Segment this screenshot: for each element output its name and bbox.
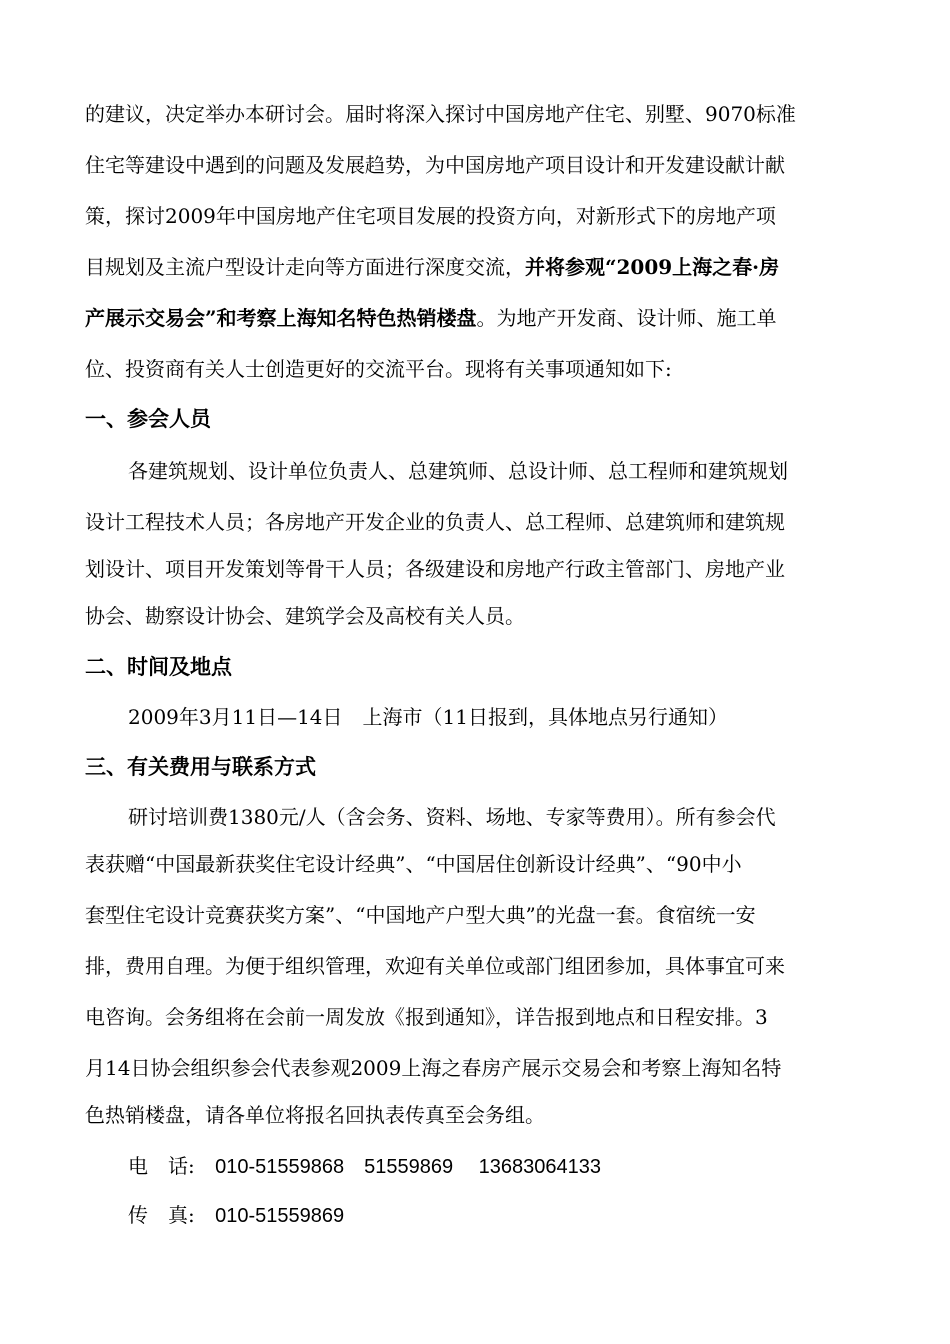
intro-line-4-bold: 并将参观“2009上海之春·房 [525, 255, 780, 279]
section-3-line-1: 研讨培训费1380元/人（含会务、资料、场地、专家等费用）。所有参会代 [128, 805, 776, 829]
intro-line-6: 位、投资商有关人士创造更好的交流平台。现将有关事项通知如下: [85, 357, 672, 381]
phone-value: 010-51559868 51559869 13683064133 [215, 1156, 602, 1178]
intro-line-5-bold: 产展示交易会”和考察上海知名特色热销楼盘 [85, 306, 477, 330]
section-3-line-4: 排，费用自理。为便于组织管理，欢迎有关单位或部门组团参加，具体事宜可来 [85, 954, 785, 978]
intro-line-5-text: 。为地产开发商、设计师、施工单 [476, 306, 777, 330]
section-1-heading: 一、参会人员 [85, 407, 211, 431]
section-3-line-7: 色热销楼盘，请各单位将报名回执表传真至会务组。 [85, 1103, 545, 1127]
section-3-heading: 三、有关费用与联系方式 [85, 755, 316, 779]
section-1-line-4: 协会、勘察设计协会、建筑学会及高校有关人员。 [85, 604, 525, 628]
intro-line-3: 策，探讨2009年中国房地产住宅项目发展的投资方向，对新形式下的房地产项 [85, 204, 776, 228]
fax-value: 010-51559869 [215, 1205, 345, 1227]
intro-line-5 [85, 305, 875, 331]
intro-line-2: 住宅等建设中遇到的问题及发展趋势，为中国房地产项目设计和开发建设献计献 [85, 153, 785, 177]
intro-line-1: 的建议，决定举办本研讨会。届时将深入探讨中国房地产住宅、别墅、9070标准 [85, 102, 796, 126]
section-1-line-1: 各建筑规划、设计单位负责人、总建筑师、总设计师、总工程师和建筑规划 [128, 459, 788, 483]
section-3-line-5: 电咨询。会务组将在会前一周发放《报到通知》，详告报到地点和日程安排。3 [85, 1005, 768, 1029]
fax-row [128, 1202, 344, 1229]
section-2-line: 2009年3月11日—14日 上海市（11日报到，具体地点另行通知） [128, 705, 728, 729]
section-1-line-3: 划设计、项目开发策划等骨干人员；各级建设和房地产行政主管部门、房地产业 [85, 557, 785, 581]
fax-label: 传 真: [128, 1203, 195, 1227]
section-2-heading: 二、时间及地点 [85, 655, 232, 679]
phone-row [128, 1153, 601, 1180]
section-3-line-3: 套型住宅设计竞赛获奖方案”、“中国地产户型大典”的光盘一套。食宿统一安 [85, 903, 756, 927]
intro-line-4-text: 目规划及主流户型设计走向等方面进行深度交流， [85, 255, 525, 279]
section-3-line-2: 表获赠“中国最新获奖住宅设计经典”、“中国居住创新设计经典”、“90中小 [85, 852, 742, 876]
section-1-line-2: 设计工程技术人员；各房地产开发企业的负责人、总工程师、总建筑师和建筑规 [85, 510, 785, 534]
section-3-line-6: 月14日协会组织参会代表参观2009上海之春房产展示交易会和考察上海知名特 [85, 1056, 782, 1080]
intro-line-4 [85, 254, 875, 280]
phone-label: 电 话: [128, 1154, 195, 1178]
